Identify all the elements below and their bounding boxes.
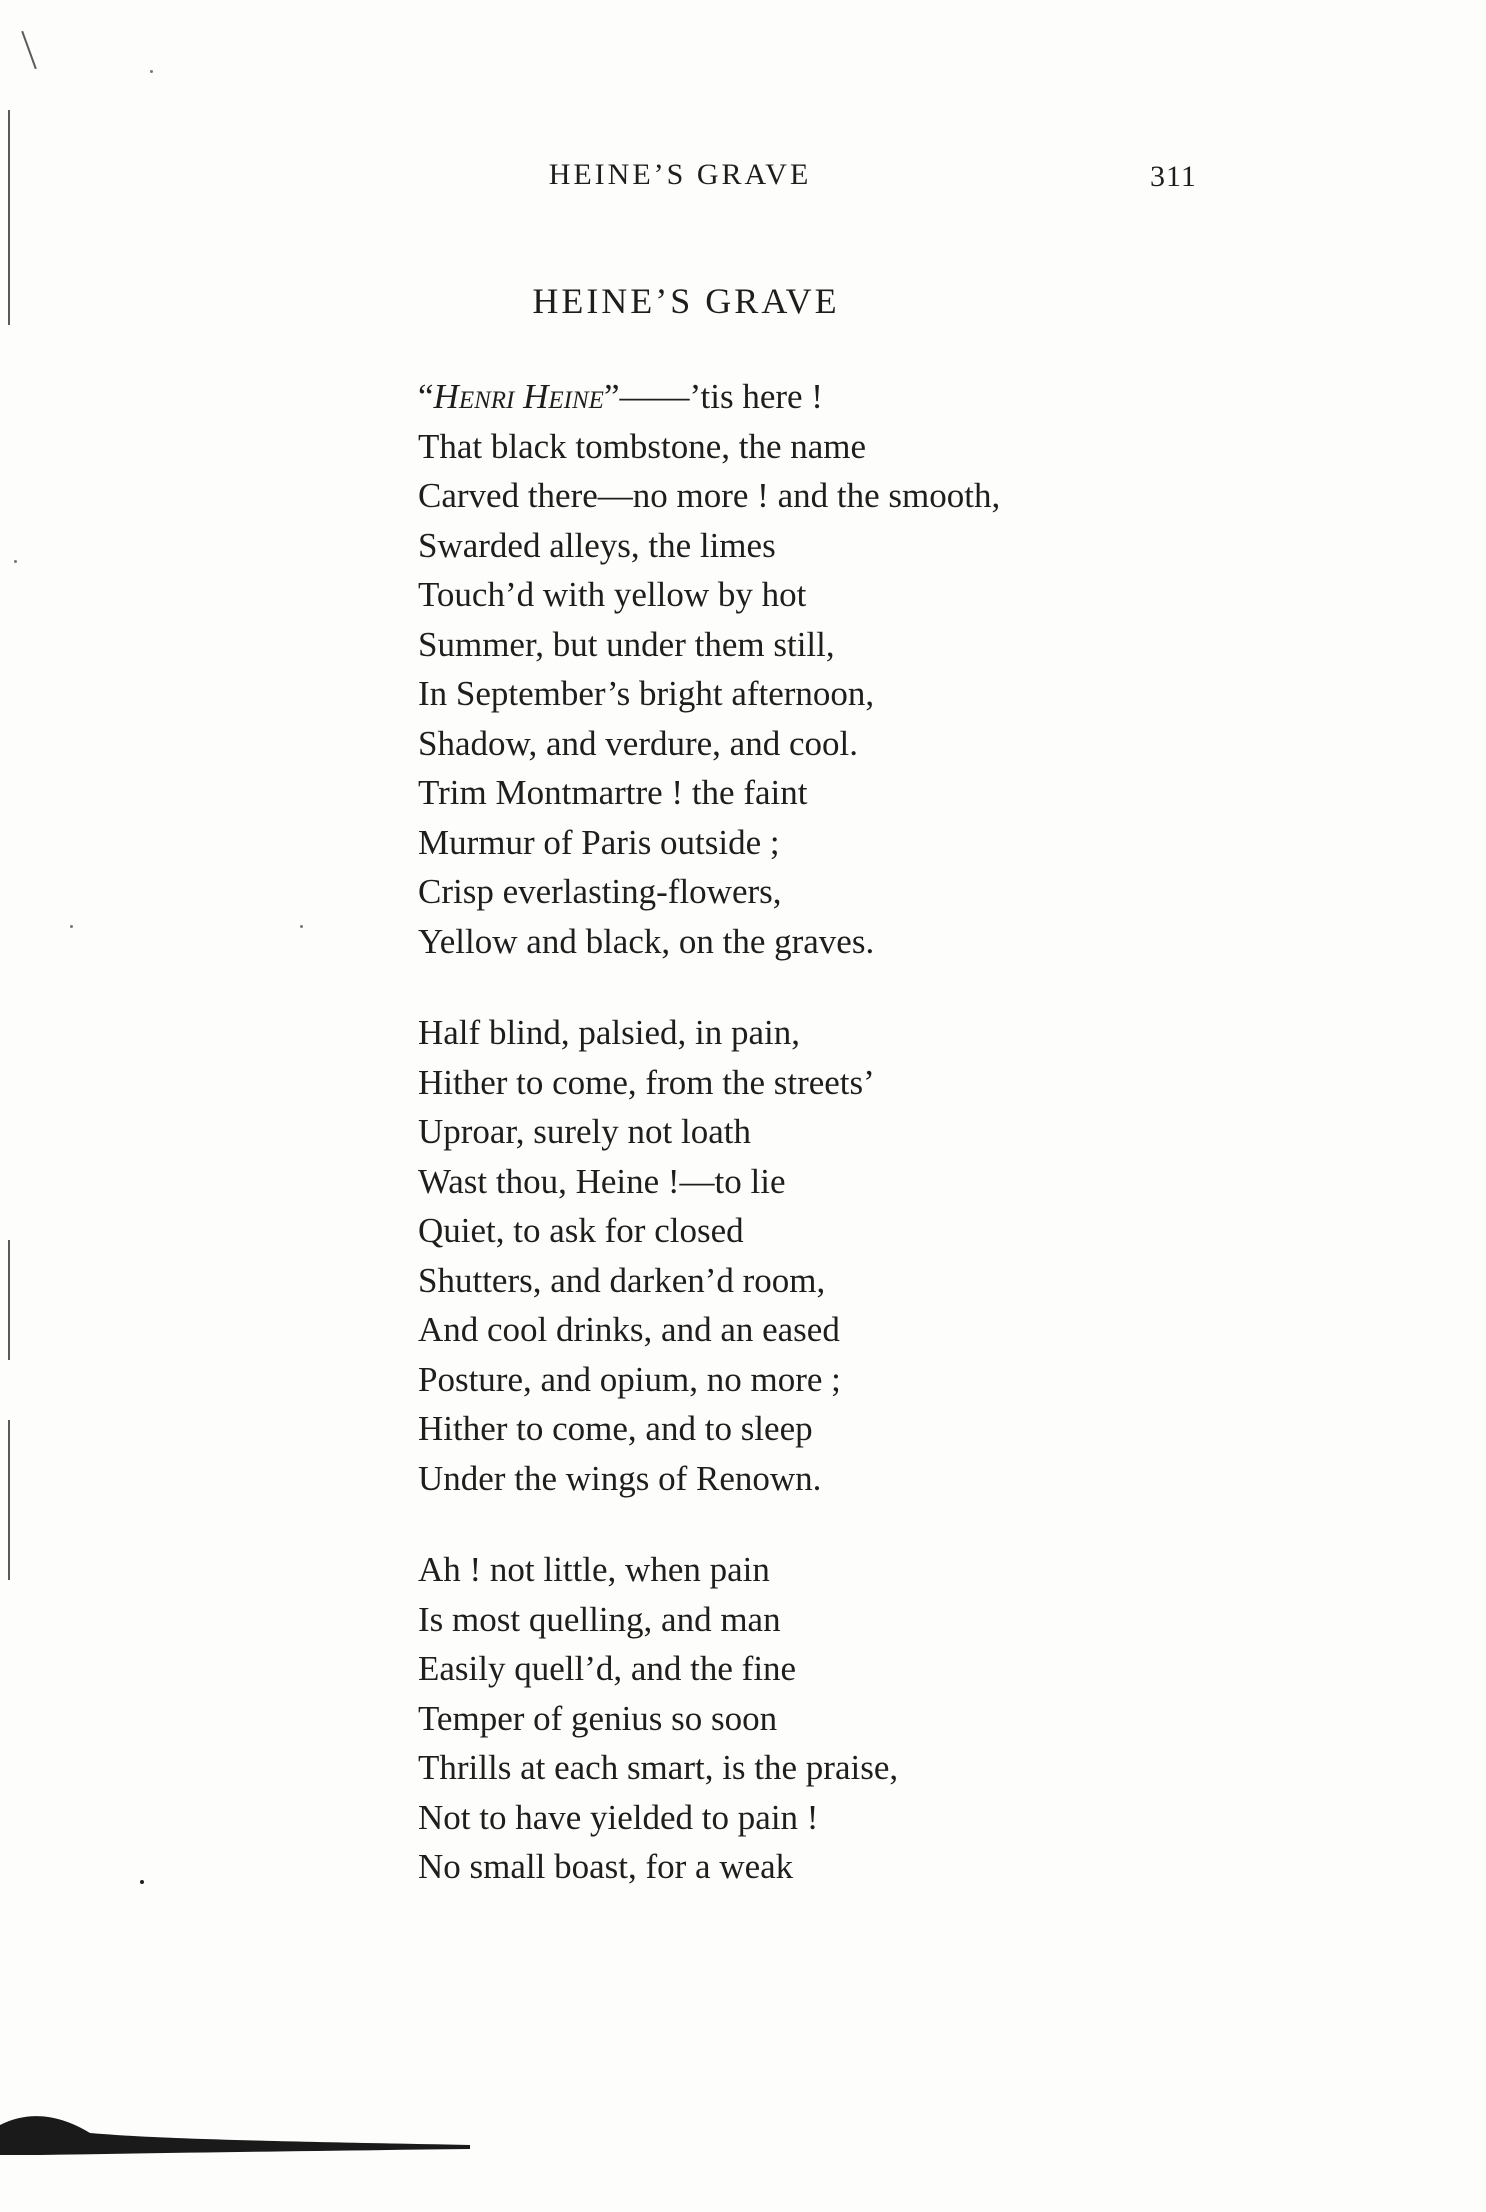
poem-line: Ah ! not little, when pain [418, 1550, 770, 1589]
opening-rest: ”——’tis here ! [603, 377, 823, 416]
stanza-3 [418, 1545, 1318, 1892]
poem-line: Touch’d with yellow by hot [418, 575, 807, 614]
opening-quote: “ [418, 377, 434, 416]
poem-line: Summer, but under them still, [418, 624, 835, 664]
poem-line: Quiet, to ask for closed [418, 1211, 744, 1250]
poem-line: Uproar, surely not loath [418, 1112, 751, 1151]
scan-speck [300, 925, 303, 928]
poem-line: In September’s bright afternoon, [418, 674, 875, 713]
poem-line: Shadow, and verdure, and cool. [418, 723, 858, 763]
running-head-title: HEINE’S GRAVE [548, 158, 812, 191]
scan-speck [150, 70, 153, 73]
poem-line: Hither to come, from the streets’ [418, 1062, 875, 1102]
poem-line: Easily quell’d, and the fine [418, 1649, 797, 1688]
scan-edge-mark [21, 31, 37, 69]
heine-name: Henri Heine [433, 377, 604, 416]
scan-edge-mark [8, 1240, 10, 1360]
poem-body [418, 372, 1318, 1934]
poem-line: Hither to come, and to sleep [418, 1409, 813, 1448]
poem-line: Is most quelling, and man [418, 1599, 781, 1639]
scan-speck [14, 560, 17, 563]
page-number: 311 [1150, 160, 1197, 193]
poem-line: Under the wings of Renown. [418, 1458, 822, 1498]
poem-line: No small boast, for a weak [418, 1847, 794, 1886]
scan-edge-mark [8, 110, 10, 325]
poem-line: Murmur of Paris outside ; [418, 822, 780, 862]
poem-line: Thrills at each smart, is the praise, [418, 1748, 899, 1787]
poem-line: Posture, and opium, no more ; [418, 1359, 841, 1399]
poem-line: Half blind, palsied, in pain, [418, 1013, 801, 1052]
poem-title-text: HEINE’S GRAVE [532, 281, 840, 321]
poem-line: That black tombstone, the name [418, 426, 867, 466]
poem-line: Yellow and black, on the graves. [418, 921, 875, 961]
poem-line: Wast thou, Heine !—to lie [418, 1161, 786, 1201]
stanza-2 [418, 1008, 1318, 1503]
poem-line: And cool drinks, and an eased [418, 1310, 840, 1349]
scan-speck [70, 925, 73, 928]
scan-edge-mark [8, 1420, 10, 1580]
poem-line: Shutters, and darken’d room, [418, 1260, 826, 1300]
poem-line: Trim Montmartre ! the faint [418, 773, 808, 812]
poem-line [418, 372, 1318, 422]
poem-line: Swarded alleys, the limes [418, 525, 776, 565]
poem-line: Crisp everlasting-flowers, [418, 872, 782, 911]
scan-smudge [0, 2105, 480, 2155]
stanza-1 [418, 372, 1318, 966]
poem-line: Temper of genius so soon [418, 1698, 778, 1738]
poem-line: Not to have yielded to pain ! [418, 1797, 819, 1837]
poem-line: Carved there—no more ! and the smooth, [418, 476, 1001, 515]
scan-speck [140, 1880, 144, 1884]
